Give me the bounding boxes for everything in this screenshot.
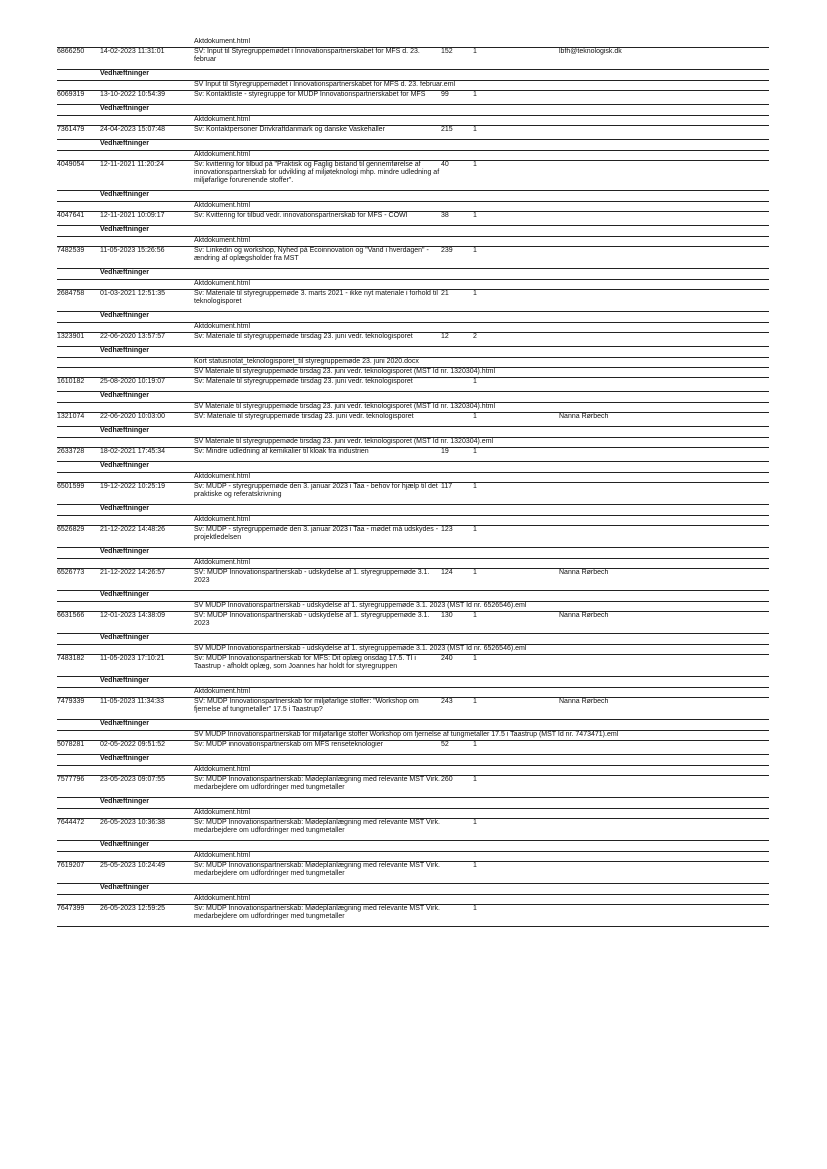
- email-subject: SV: Input til Styregruppemødet i Innovationspartnerskabet for MFS d. 23. februar: [194, 48, 441, 70]
- attachment-file-row: [57, 766, 769, 776]
- attachment-file-row: [57, 895, 769, 905]
- attachment-file-name: Aktdokument.html: [194, 38, 769, 48]
- attachments-header-row: [57, 462, 769, 473]
- email-row: [57, 862, 769, 884]
- email-size: 215: [441, 126, 473, 140]
- email-sender: [559, 290, 769, 312]
- attachment-file-name: Aktdokument.html: [194, 559, 769, 569]
- empty-cell: [57, 226, 100, 237]
- email-sender: Nanna Rørbech: [559, 413, 769, 427]
- email-size: 99: [441, 91, 473, 105]
- email-id: 7479339: [57, 698, 100, 720]
- empty-cell: [57, 191, 100, 202]
- empty-cell: [57, 403, 194, 413]
- email-subject: Sv: Materiale til styregruppemøde 3. marts 2021 - ikke nyt materiale i forhold til teknologisporet: [194, 290, 441, 312]
- empty-cell: [57, 516, 194, 526]
- email-size: 52: [441, 741, 473, 755]
- email-size: 117: [441, 483, 473, 505]
- email-size: 124: [441, 569, 473, 591]
- attachments-header-row: [57, 841, 769, 852]
- email-id: 7647399: [57, 905, 100, 927]
- email-subject: Sv: Kvittering for tilbud vedr. innovationspartnerskab for MFS - COWI: [194, 212, 441, 226]
- email-sender: [559, 905, 769, 927]
- attachment-file-name: Aktdokument.html: [194, 151, 769, 161]
- empty-cell: [57, 368, 194, 378]
- email-count: 1: [473, 212, 559, 226]
- email-row: [57, 612, 769, 634]
- email-id: 6526773: [57, 569, 100, 591]
- email-row: [57, 741, 769, 755]
- empty-cell: [57, 798, 100, 809]
- email-sender: lbfh@teknologisk.dk: [559, 48, 769, 70]
- attachment-file-name: Aktdokument.html: [194, 202, 769, 212]
- attachments-label: Vedhæftninger: [100, 462, 769, 473]
- email-date: 25-05-2023 10:24:49: [100, 862, 194, 884]
- email-date: 25-08-2020 10:19:07: [100, 378, 194, 392]
- email-count: 1: [473, 126, 559, 140]
- email-row: [57, 776, 769, 798]
- attachments-label: Vedhæftninger: [100, 505, 769, 516]
- email-id: 1610182: [57, 378, 100, 392]
- email-date: 13-10-2022 10:54:39: [100, 91, 194, 105]
- email-date: 12-11-2021 11:20:24: [100, 161, 194, 191]
- email-count: 1: [473, 483, 559, 505]
- empty-cell: [57, 766, 194, 776]
- attachment-file-name: SV MUDP Innovationspartnerskab - udskydelse af 1. styregruppemøde 3.1. 2023 (MST Id nr. 6526546).eml: [194, 602, 769, 612]
- email-size: 130: [441, 612, 473, 634]
- email-sender: [559, 161, 769, 191]
- email-subject: SV: MUDP Innovationspartnerskab for miljøfarlige stoffer: "Workshop om fjernelse af tungmetaller" 17.5 i Taastrup?: [194, 698, 441, 720]
- email-sender: [559, 126, 769, 140]
- empty-cell: [57, 884, 100, 895]
- email-date: 02-05-2022 09:51:52: [100, 741, 194, 755]
- attachments-label: Vedhæftninger: [100, 798, 769, 809]
- empty-cell: [57, 645, 194, 655]
- email-size: 21: [441, 290, 473, 312]
- empty-cell: [57, 38, 194, 48]
- email-row: [57, 290, 769, 312]
- attachments-label: Vedhæftninger: [100, 427, 769, 438]
- email-size: 123: [441, 526, 473, 548]
- email-date: 18-02-2021 17:45:34: [100, 448, 194, 462]
- attachments-label: Vedhæftninger: [100, 269, 769, 280]
- email-subject: Sv: Materiale til styregruppemøde tirsdag 23. juni vedr. teknologisporet: [194, 333, 441, 347]
- attachment-file-row: [57, 516, 769, 526]
- email-id: 6866250: [57, 48, 100, 70]
- email-date: 22-06-2020 13:57:57: [100, 333, 194, 347]
- email-subject: Sv: MUDP Innovationspartnerskab: Mødeplanlægning med relevante MST Virk. medarbejdere om udfordringer med tungmetaller: [194, 776, 441, 798]
- empty-cell: [57, 731, 194, 741]
- empty-cell: [57, 602, 194, 612]
- attachment-file-name: Aktdokument.html: [194, 516, 769, 526]
- email-id: 7619207: [57, 862, 100, 884]
- email-sender: [559, 483, 769, 505]
- attachment-file-row: [57, 688, 769, 698]
- email-date: 11-05-2023 17:10:21: [100, 655, 194, 677]
- empty-cell: [57, 81, 194, 91]
- email-count: 1: [473, 161, 559, 191]
- email-id: 6501599: [57, 483, 100, 505]
- empty-cell: [57, 237, 194, 247]
- email-id: 7644472: [57, 819, 100, 841]
- email-row: [57, 91, 769, 105]
- attachment-file-row: [57, 323, 769, 333]
- attachment-file-name: SV MUDP Innovationspartnerskab - udskydelse af 1. styregruppemøde 3.1. 2023 (MST Id nr. 6526546).eml: [194, 645, 769, 655]
- email-date: 26-05-2023 10:36:38: [100, 819, 194, 841]
- attachment-file-row: [57, 852, 769, 862]
- attachment-file-row: [57, 403, 769, 413]
- attachment-file-name: Aktdokument.html: [194, 280, 769, 290]
- email-id: 1323901: [57, 333, 100, 347]
- email-subject: Sv: Kontaktliste - styregruppe for MUDP Innovationspartnerskabet for MFS: [194, 91, 441, 105]
- attachments-header-row: [57, 591, 769, 602]
- email-count: 1: [473, 655, 559, 677]
- email-date: 01-03-2021 12:51:35: [100, 290, 194, 312]
- email-size: 12: [441, 333, 473, 347]
- empty-cell: [57, 427, 100, 438]
- email-row: [57, 819, 769, 841]
- attachments-header-row: [57, 548, 769, 559]
- email-subject: Sv: MUDP - styregruppemøde den 3. januar 2023 i Taa - behov for hjælp til det praktiske og referatskrivning: [194, 483, 441, 505]
- email-subject: Sv: Linkedin og workshop, Nyhed på Ecoinnovation og "Vand i hverdagen" - ændring af oplægsholder fra MST: [194, 247, 441, 269]
- email-date: 23-05-2023 09:07:55: [100, 776, 194, 798]
- email-sender: [559, 91, 769, 105]
- email-date: 21-12-2022 14:48:26: [100, 526, 194, 548]
- email-subject: Sv: MUDP Innovationspartnerskab: Mødeplanlægning med relevante MST Virk. medarbejdere om udfordringer med tungmetaller: [194, 819, 441, 841]
- email-count: 1: [473, 612, 559, 634]
- empty-cell: [57, 269, 100, 280]
- attachment-file-row: [57, 81, 769, 91]
- attachment-file-name: Aktdokument.html: [194, 809, 769, 819]
- empty-cell: [57, 438, 194, 448]
- email-id: 2633728: [57, 448, 100, 462]
- email-date: 11-05-2023 15:26:56: [100, 247, 194, 269]
- attachments-header-row: [57, 347, 769, 358]
- email-subject: Sv: MUDP innovationspartnerskab om MFS renseteknologier: [194, 741, 441, 755]
- email-id: 7361479: [57, 126, 100, 140]
- email-date: 14-02-2023 11:31:01: [100, 48, 194, 70]
- empty-cell: [57, 473, 194, 483]
- email-date: 22-06-2020 10:03:00: [100, 413, 194, 427]
- attachment-file-row: [57, 202, 769, 212]
- attachments-header-row: [57, 677, 769, 688]
- attachments-header-row: [57, 269, 769, 280]
- attachment-file-row: [57, 280, 769, 290]
- email-count: 1: [473, 905, 559, 927]
- email-row: [57, 378, 769, 392]
- empty-cell: [57, 105, 100, 116]
- empty-cell: [57, 312, 100, 323]
- email-count: 1: [473, 290, 559, 312]
- attachments-header-row: [57, 427, 769, 438]
- empty-cell: [57, 895, 194, 905]
- email-sender: [559, 655, 769, 677]
- email-row: [57, 247, 769, 269]
- email-count: 1: [473, 776, 559, 798]
- email-date: 21-12-2022 14:26:57: [100, 569, 194, 591]
- email-row: [57, 161, 769, 191]
- email-size: [441, 413, 473, 427]
- attachments-header-row: [57, 70, 769, 81]
- email-row: [57, 448, 769, 462]
- email-date: 12-01-2023 14:38:09: [100, 612, 194, 634]
- empty-cell: [57, 634, 100, 645]
- attachments-header-row: [57, 226, 769, 237]
- email-id: 2684758: [57, 290, 100, 312]
- empty-cell: [57, 347, 100, 358]
- attachment-file-name: Aktdokument.html: [194, 473, 769, 483]
- email-subject: Sv: Kontaktpersoner Drivkraftdanmark og danske Vaskehaller: [194, 126, 441, 140]
- attachments-label: Vedhæftninger: [100, 312, 769, 323]
- attachments-header-row: [57, 884, 769, 895]
- attachments-header-row: [57, 755, 769, 766]
- empty-cell: [57, 677, 100, 688]
- email-sender: [559, 448, 769, 462]
- email-id: 1321074: [57, 413, 100, 427]
- attachments-label: Vedhæftninger: [100, 226, 769, 237]
- email-id: 7577796: [57, 776, 100, 798]
- attachments-label: Vedhæftninger: [100, 841, 769, 852]
- email-count: 1: [473, 91, 559, 105]
- attachment-file-row: [57, 438, 769, 448]
- email-count: 1: [473, 741, 559, 755]
- email-size: 260: [441, 776, 473, 798]
- email-count: 1: [473, 247, 559, 269]
- attachments-label: Vedhæftninger: [100, 884, 769, 895]
- email-sender: [559, 378, 769, 392]
- email-subject: SV: MUDP Innovationspartnerskab - udskydelse af 1. styregruppemøde 3.1. 2023: [194, 569, 441, 591]
- email-id: 5078281: [57, 741, 100, 755]
- email-sender: [559, 741, 769, 755]
- email-row: [57, 905, 769, 927]
- attachments-label: Vedhæftninger: [100, 140, 769, 151]
- email-subject: Sv: Materiale til styregruppemøde tirsdag 23. juni vedr. teknologisporet: [194, 378, 441, 392]
- email-date: 26-05-2023 12:59:25: [100, 905, 194, 927]
- empty-cell: [57, 70, 100, 81]
- email-count: 1: [473, 819, 559, 841]
- email-id: 6631566: [57, 612, 100, 634]
- empty-cell: [57, 505, 100, 516]
- attachments-header-row: [57, 634, 769, 645]
- empty-cell: [57, 280, 194, 290]
- email-sender: Nanna Rørbech: [559, 698, 769, 720]
- attachments-label: Vedhæftninger: [100, 347, 769, 358]
- attachments-header-row: [57, 312, 769, 323]
- attachment-file-name: SV Input til Styregruppemødet i Innovationspartnerskabet for MFS d. 23. februar.eml: [194, 81, 769, 91]
- email-id: 6069319: [57, 91, 100, 105]
- email-count: 1: [473, 698, 559, 720]
- email-id: 4049054: [57, 161, 100, 191]
- email-id: 6526829: [57, 526, 100, 548]
- email-date: 19-12-2022 10:25:19: [100, 483, 194, 505]
- attachments-label: Vedhæftninger: [100, 591, 769, 602]
- email-sender: Nanna Rørbech: [559, 612, 769, 634]
- attachments-label: Vedhæftninger: [100, 548, 769, 559]
- attachment-file-row: [57, 38, 769, 48]
- empty-cell: [57, 720, 100, 731]
- email-size: 152: [441, 48, 473, 70]
- email-subject: SV: MUDP Innovationspartnerskab - udskydelse af 1. styregruppemøde 3.1. 2023: [194, 612, 441, 634]
- empty-cell: [57, 809, 194, 819]
- attachment-file-name: Aktdokument.html: [194, 116, 769, 126]
- email-row: [57, 413, 769, 427]
- empty-cell: [57, 559, 194, 569]
- attachment-file-name: Kort statusnotat_teknologisporet_til styregruppemøde 23. juni 2020.docx: [194, 358, 769, 368]
- email-sender: [559, 333, 769, 347]
- empty-cell: [57, 852, 194, 862]
- attachments-label: Vedhæftninger: [100, 755, 769, 766]
- attachments-label: Vedhæftninger: [100, 70, 769, 81]
- email-size: 40: [441, 161, 473, 191]
- email-row: [57, 212, 769, 226]
- attachment-file-name: Aktdokument.html: [194, 852, 769, 862]
- email-sender: [559, 819, 769, 841]
- email-size: [441, 862, 473, 884]
- email-subject: Sv: MUDP Innovationspartnerskab: Mødeplanlægning med relevante MST Virk. medarbejdere om udfordringer med tungmetaller: [194, 905, 441, 927]
- attachments-header-row: [57, 720, 769, 731]
- empty-cell: [57, 358, 194, 368]
- attachment-file-row: [57, 731, 769, 741]
- empty-cell: [57, 841, 100, 852]
- email-date: 11-05-2023 11:34:33: [100, 698, 194, 720]
- email-subject: Sv: MUDP Innovationspartnerskab for MFS: Dit oplæg onsdag 17.5. TI i Taastrup - afholdt oplæg, som Joannes har holdt for styregruppen: [194, 655, 441, 677]
- empty-cell: [57, 462, 100, 473]
- attachment-file-row: [57, 602, 769, 612]
- empty-cell: [57, 151, 194, 161]
- attachments-header-row: [57, 140, 769, 151]
- empty-cell: [57, 202, 194, 212]
- attachment-file-name: Aktdokument.html: [194, 688, 769, 698]
- email-sender: [559, 212, 769, 226]
- email-size: 19: [441, 448, 473, 462]
- attachment-file-row: [57, 809, 769, 819]
- email-subject: Sv: MUDP Innovationspartnerskab: Mødeplanlægning med relevante MST Virk. medarbejdere om udfordringer med tungmetaller: [194, 862, 441, 884]
- email-count: 1: [473, 448, 559, 462]
- email-size: [441, 819, 473, 841]
- email-row: [57, 526, 769, 548]
- email-date: 24-04-2023 15:07:48: [100, 126, 194, 140]
- email-list-table: [57, 38, 769, 927]
- attachments-label: Vedhæftninger: [100, 392, 769, 403]
- attachment-file-row: [57, 645, 769, 655]
- attachments-header-row: [57, 191, 769, 202]
- attachment-file-name: Aktdokument.html: [194, 323, 769, 333]
- email-subject: Sv: Mindre udledning af kemikalier til kloak fra industrien: [194, 448, 441, 462]
- attachment-file-name: Aktdokument.html: [194, 895, 769, 905]
- attachment-file-name: SV MUDP Innovationspartnerskab for miljøfarlige stoffer Workshop om fjernelse af tungmetaller 17.5 i Taastrup (MST Id nr. 7473471).eml: [194, 731, 769, 741]
- empty-cell: [57, 140, 100, 151]
- attachment-file-row: [57, 473, 769, 483]
- attachments-header-row: [57, 105, 769, 116]
- attachments-header-row: [57, 505, 769, 516]
- email-row: [57, 48, 769, 70]
- attachments-label: Vedhæftninger: [100, 720, 769, 731]
- empty-cell: [57, 591, 100, 602]
- email-size: 239: [441, 247, 473, 269]
- attachment-file-name: SV Materiale til styregruppemøde tirsdag 23. juni vedr. teknologisporet (MST Id nr. 1320304).html: [194, 368, 769, 378]
- empty-cell: [57, 755, 100, 766]
- email-sender: [559, 247, 769, 269]
- email-size: [441, 378, 473, 392]
- empty-cell: [57, 548, 100, 559]
- email-size: 243: [441, 698, 473, 720]
- attachment-file-name: SV Materiale til styregruppemøde tirsdag 23. juni vedr. teknologisporet (MST Id nr. 1320304).eml: [194, 438, 769, 448]
- email-count: 1: [473, 569, 559, 591]
- email-subject: Sv: MUDP - styregruppemøde den 3. januar 2023 i Taa - mødet må udskydes - projektledelsen: [194, 526, 441, 548]
- email-id: 4047641: [57, 212, 100, 226]
- attachment-file-row: [57, 368, 769, 378]
- attachments-label: Vedhæftninger: [100, 191, 769, 202]
- email-count: 1: [473, 413, 559, 427]
- email-count: 2: [473, 333, 559, 347]
- email-sender: [559, 862, 769, 884]
- email-sender: [559, 776, 769, 798]
- email-row: [57, 698, 769, 720]
- email-list-body: [57, 38, 769, 927]
- email-count: 1: [473, 526, 559, 548]
- email-id: 7482539: [57, 247, 100, 269]
- attachment-file-row: [57, 358, 769, 368]
- attachments-header-row: [57, 798, 769, 809]
- email-count: 1: [473, 48, 559, 70]
- empty-cell: [57, 688, 194, 698]
- email-row: [57, 569, 769, 591]
- attachment-file-name: Aktdokument.html: [194, 766, 769, 776]
- attachment-file-name: SV Materiale til styregruppemøde tirsdag 23. juni vedr. teknologisporet (MST Id nr. 1320304).html: [194, 403, 769, 413]
- attachments-header-row: [57, 392, 769, 403]
- attachments-label: Vedhæftninger: [100, 105, 769, 116]
- attachment-file-row: [57, 559, 769, 569]
- attachments-label: Vedhæftninger: [100, 677, 769, 688]
- email-count: 1: [473, 378, 559, 392]
- empty-cell: [57, 392, 100, 403]
- email-sender: Nanna Rørbech: [559, 569, 769, 591]
- email-date: 12-11-2021 10:09:17: [100, 212, 194, 226]
- attachments-label: Vedhæftninger: [100, 634, 769, 645]
- email-row: [57, 333, 769, 347]
- email-row: [57, 655, 769, 677]
- email-row: [57, 126, 769, 140]
- email-subject: SV: Materiale til styregruppemøde tirsdag 23. juni vedr. teknologisporet: [194, 413, 441, 427]
- email-sender: [559, 526, 769, 548]
- attachment-file-name: Aktdokument.html: [194, 237, 769, 247]
- email-count: 1: [473, 862, 559, 884]
- email-subject: Sv: kvittering for tilbud på "Praktisk og Faglig bistand til gennemførelse af innovationspartnerskab for udvikling af miljøteknologi mhp. mindre udledning af miljøfarlige forurenende stoffer".: [194, 161, 441, 191]
- attachment-file-row: [57, 151, 769, 161]
- email-size: 38: [441, 212, 473, 226]
- email-size: [441, 905, 473, 927]
- email-size: 240: [441, 655, 473, 677]
- attachment-file-row: [57, 116, 769, 126]
- email-row: [57, 483, 769, 505]
- email-id: 7483182: [57, 655, 100, 677]
- attachment-file-row: [57, 237, 769, 247]
- empty-cell: [57, 323, 194, 333]
- empty-cell: [57, 116, 194, 126]
